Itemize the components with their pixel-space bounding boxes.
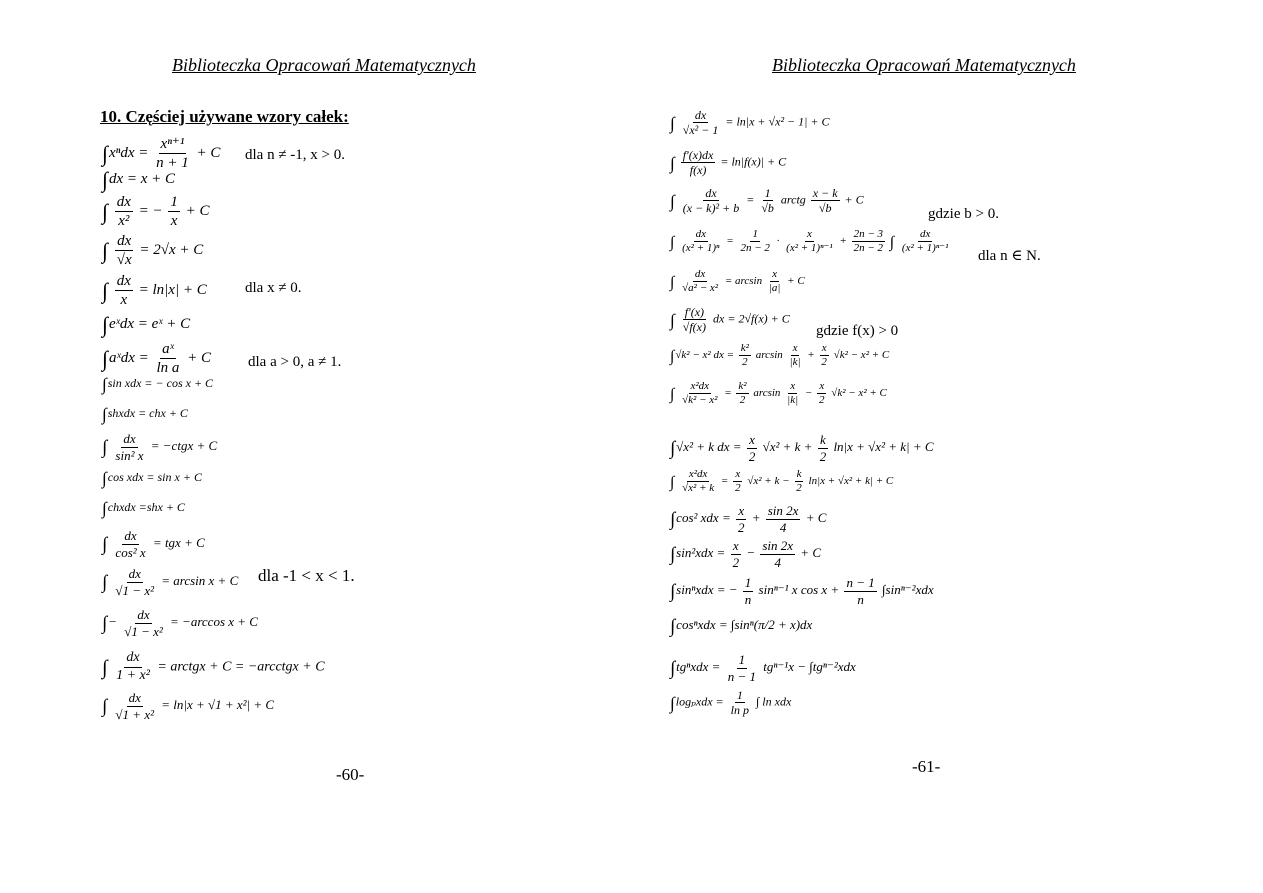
page-number: -61-	[912, 757, 941, 776]
formula-log-derivative: ∫ $\frac{f'(x)dx}{f(x)}$ = ln|f(x)| + C	[670, 148, 787, 178]
formula-exp-base-a: ∫aˣdx = $\frac{\text{aˣ}}{\text{ln a}}$ + C	[102, 341, 212, 376]
condition-arctg-shifted: gdzie b > 0.	[928, 206, 999, 222]
formula-sqrt-derivative: ∫ $\frac{f'(x)}{√f(x)}$ dx = 2√f(x) + C	[670, 305, 790, 335]
condition-recurrence: dla n ∈ N.	[978, 248, 1041, 264]
page-header: Biblioteczka Opracowań Matematycznych	[172, 55, 476, 75]
formula-inverse-square: ∫ $\frac{dx}{\text{x²}}$ = − $\frac{1}{x}$ + C	[102, 194, 210, 229]
formula-power: ∫xⁿdx = $\frac{\text{xⁿ⁺¹}}{n + 1}$ + C	[102, 136, 221, 171]
right-page	[632, 0, 1263, 893]
left-page	[0, 0, 630, 893]
formula-arcsin-a: ∫ $\frac{dx}{\text{√a² − x²}}$ = arcsin $\frac{x}{|a|}$ + C	[670, 268, 805, 295]
formula-arsinh: ∫ $\frac{dx}{\text{√1 + x²}}$ = ln|x + √1 + x²| + C	[102, 690, 275, 722]
formula-x2-over-sqrt-x-plus-k: ∫ $\frac{\text{x²dx}}{\text{√x² + k}}$ = $\frac{x}{2}$ √x² + k − $\frac{k}{2}$ ln|x + √x² + k| + C	[670, 468, 894, 495]
page-number: -60-	[336, 765, 365, 784]
formula-sin-squared: ∫sin²xdx = $\frac{x}{2}$ − $\frac{\sin 2x}{4}$ + C	[670, 538, 821, 570]
formula-sqrt-k-minus-x: ∫√k² − x² dx = $\frac{\text{k²}}{2}$ arcsin $\frac{x}{|k|}$ + $\frac{x}{2}$ √k² − x² + C	[670, 342, 890, 369]
formula-cos: ∫cos xdx = sin x + C	[102, 468, 202, 488]
formula-inverse-cos-squared: ∫ $\frac{dx}{\text{cos² x}}$ = tgx + C	[102, 528, 205, 560]
formula-sin-power: ∫sinⁿxdx = − $\frac{1}{n}$ sinⁿ⁻¹ x cos x + $\frac{n - 1}{n}$ ∫sinⁿ⁻²xdx	[670, 575, 934, 607]
formula-tg-power: ∫tgⁿxdx = $\frac{1}{n - 1}$ tgⁿ⁻¹x − ∫tgⁿ⁻²xdx	[670, 652, 856, 684]
condition-arcsin: dla -1 < x < 1.	[258, 566, 355, 585]
formula-inverse: ∫ $\frac{dx}{x}$ = ln|x| + C	[102, 273, 207, 308]
formula-arcosh: ∫ $\frac{dx}{\text{√x² − 1}}$ = ln|x + √x² − 1| + C	[670, 108, 830, 138]
formula-cos-squared: ∫cos² xdx = $\frac{x}{2}$ + $\frac{\sin 2x}{4}$ + C	[670, 503, 827, 535]
formula-arctg: ∫ $\frac{dx}{\text{1 + x²}}$ = arctgx + C = −arcctgx + C	[102, 650, 325, 683]
condition-inverse: dla x ≠ 0.	[245, 280, 302, 296]
condition-exp-base-a: dla a > 0, a ≠ 1.	[248, 354, 342, 370]
formula-recurrence: ∫ $\frac{dx}{\text{(x² + 1)ⁿ}}$ = $\frac{1}{2n - 2}$ · $\frac{x}{\text{(x² + 1)ⁿ⁻¹}}$ + $\frac{2n - 3}{2n - 2}$ ∫ $\frac{dx}{\text{(x² + 1)ⁿ⁻¹}}$	[670, 228, 949, 255]
formula-arctg-shifted: ∫ $\frac{dx}{\text{(x − k)² + b}}$ = $\frac{1}{√b}$ arctg $\frac{x - k}{√b}$ + C	[670, 186, 864, 216]
formula-arccos: ∫− $\frac{dx}{\text{√1 − x²}}$ = −arccos x + C	[102, 607, 258, 639]
section-title: 10. Częściej używane wzory całek:	[100, 107, 349, 126]
formula-sin: ∫sin xdx = − cos x + C	[102, 374, 214, 394]
formula-cosh: ∫chxdx =shx + C	[102, 498, 185, 518]
formula-x2-over-sqrt-k-minus-x: ∫ $\frac{\text{x²dx}}{\text{√k² − x²}}$ = $\frac{\text{k²}}{2}$ arcsin $\frac{x}{|k|}$ − $\frac{x}{2}$ √k² − x² + C	[670, 380, 887, 407]
formula-exp: ∫eˣdx = eˣ + C	[102, 313, 191, 337]
formula-dx: ∫dx = x + C	[102, 168, 176, 192]
formula-inverse-sqrt: ∫ $\frac{dx}{√x}$ = 2√x + C	[102, 233, 204, 268]
formula-inverse-sin-squared: ∫ $\frac{dx}{\text{sin² x}}$ = −ctgx + C	[102, 431, 218, 463]
page-header: Biblioteczka Opracowań Matematycznych	[772, 55, 1076, 75]
formula-sinh: ∫shxdx = chx + C	[102, 404, 188, 424]
condition-power: dla n ≠ -1, x > 0.	[245, 147, 346, 163]
formula-arcsin: ∫ $\frac{dx}{\text{√1 − x²}}$ = arcsin x + C	[102, 566, 239, 598]
formula-log-base-p: ∫logₚxdx = $\frac{1}{\text{ln p}}$ ∫ ln xdx	[670, 688, 792, 718]
formula-cos-power: ∫cosⁿxdx = ∫sinⁿ(π/2 + x)dx	[670, 616, 813, 638]
formula-sqrt-x-plus-k: ∫√x² + k dx = $\frac{x}{2}$ √x² + k + $\frac{k}{2}$ ln|x + √x² + k| + C	[670, 432, 934, 464]
condition-sqrt-derivative: gdzie f(x) > 0	[816, 323, 899, 339]
